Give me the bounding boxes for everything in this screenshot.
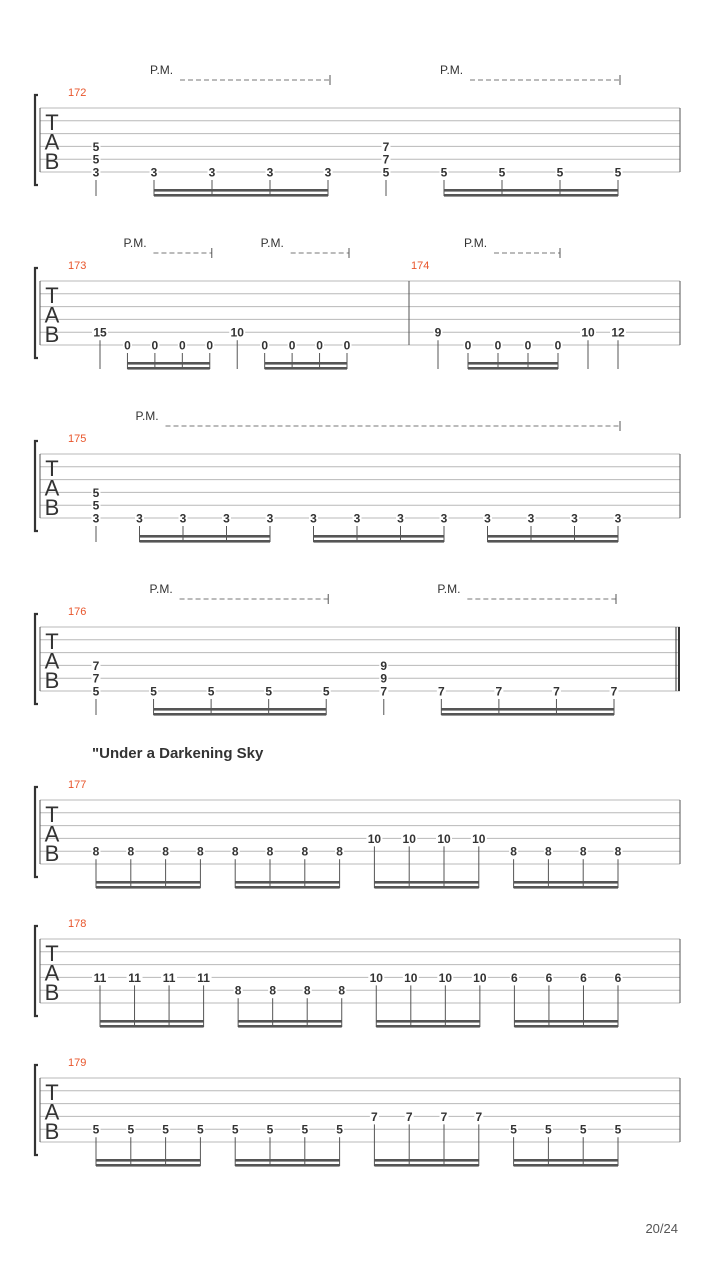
fret-number: 5 bbox=[322, 684, 330, 699]
fret-number: 8 bbox=[336, 844, 343, 859]
beam bbox=[154, 713, 327, 716]
fret-number: 7 bbox=[440, 1109, 448, 1124]
beam-secondary bbox=[154, 189, 328, 192]
fret-number: 0 bbox=[554, 338, 562, 353]
fret-number: 7 bbox=[382, 139, 390, 154]
fret-number: 3 bbox=[92, 511, 100, 526]
tab-clef-letter: A bbox=[44, 648, 60, 674]
fret-number: 3 bbox=[310, 511, 317, 526]
beam bbox=[314, 540, 445, 543]
fret-number: 5 bbox=[92, 684, 100, 699]
beam-secondary bbox=[96, 1159, 200, 1162]
fret-number: 8 bbox=[197, 844, 204, 859]
fret-number: 3 bbox=[150, 165, 158, 180]
fret-number: 8 bbox=[338, 983, 346, 998]
fret-number: 7 bbox=[382, 152, 390, 167]
fret-number: 8 bbox=[545, 844, 552, 859]
beam bbox=[100, 1025, 204, 1028]
fret-number: 5 bbox=[614, 1122, 622, 1137]
fret-number: 7 bbox=[92, 658, 100, 673]
beam bbox=[514, 886, 618, 889]
fret-number: 0 bbox=[261, 338, 269, 353]
fret-number: 5 bbox=[545, 1122, 552, 1137]
tab-system bbox=[35, 582, 680, 716]
system-bracket bbox=[35, 268, 38, 358]
fret-number: 0 bbox=[124, 338, 131, 353]
tab-clef-letter: T bbox=[45, 110, 59, 135]
beam-secondary bbox=[127, 362, 209, 365]
fret-number: 8 bbox=[301, 844, 309, 859]
beam bbox=[376, 1025, 480, 1028]
beam bbox=[514, 1164, 618, 1167]
fret-number: 10 bbox=[472, 831, 486, 846]
beam-secondary bbox=[96, 881, 200, 884]
fret-number: 5 bbox=[150, 684, 157, 699]
beam bbox=[96, 1164, 200, 1167]
fret-number: 12 bbox=[611, 325, 625, 340]
fret-number: 0 bbox=[316, 338, 323, 353]
fret-number: 3 bbox=[208, 165, 216, 180]
fret-number: 3 bbox=[223, 511, 230, 526]
fret-number: 5 bbox=[265, 684, 273, 699]
measure-number: 172 bbox=[68, 87, 87, 99]
fret-number: 10 bbox=[581, 325, 595, 340]
tab-system bbox=[35, 779, 680, 889]
tab-system bbox=[35, 1057, 680, 1167]
fret-number: 5 bbox=[382, 165, 390, 180]
tab-clef-letter: B bbox=[44, 841, 60, 866]
palm-mute-label: P.M. bbox=[149, 582, 173, 596]
fret-number: 5 bbox=[162, 1122, 169, 1137]
tab-system bbox=[35, 63, 680, 197]
system-bracket bbox=[35, 441, 38, 531]
beam-secondary bbox=[374, 1159, 478, 1162]
beam bbox=[265, 367, 347, 370]
tab-clef-letter: T bbox=[45, 629, 59, 654]
tab-clef-letter: A bbox=[44, 302, 60, 328]
beam bbox=[444, 194, 618, 197]
fret-number: 3 bbox=[266, 511, 274, 526]
fret-number: 7 bbox=[610, 684, 618, 699]
system-bracket bbox=[35, 1065, 38, 1155]
fret-number: 7 bbox=[495, 684, 503, 699]
beam bbox=[468, 367, 558, 370]
tab-system bbox=[35, 236, 680, 370]
fret-number: 3 bbox=[266, 165, 274, 180]
beam bbox=[488, 540, 619, 543]
tab-system bbox=[35, 409, 680, 543]
beam-secondary bbox=[374, 881, 478, 884]
fret-number: 3 bbox=[440, 511, 448, 526]
measure-number: 173 bbox=[68, 260, 87, 272]
fret-number: 9 bbox=[380, 671, 388, 686]
palm-mute-label: P.M. bbox=[260, 236, 284, 250]
fret-number: 0 bbox=[178, 338, 186, 353]
fret-number: 5 bbox=[92, 485, 100, 500]
fret-number: 3 bbox=[136, 511, 143, 526]
fret-number: 5 bbox=[92, 152, 100, 167]
palm-mute-label: P.M. bbox=[464, 236, 488, 250]
fret-number: 10 bbox=[369, 970, 383, 985]
fret-number: 3 bbox=[397, 511, 404, 526]
fret-number: 5 bbox=[440, 165, 448, 180]
fret-number: 6 bbox=[580, 970, 587, 985]
fret-number: 0 bbox=[494, 338, 502, 353]
fret-number: 8 bbox=[510, 844, 517, 859]
fret-number: 8 bbox=[269, 983, 277, 998]
fret-number: 11 bbox=[93, 970, 107, 985]
measure-number: 177 bbox=[68, 779, 87, 791]
beam-secondary bbox=[140, 535, 271, 538]
fret-number: 7 bbox=[371, 1109, 378, 1124]
fret-number: 8 bbox=[127, 844, 135, 859]
fret-number: 5 bbox=[92, 139, 100, 154]
fret-number: 0 bbox=[464, 338, 472, 353]
fret-number: 8 bbox=[92, 844, 100, 859]
section-title: "Under a Darkening Sky bbox=[92, 745, 264, 762]
fret-number: 7 bbox=[405, 1109, 413, 1124]
tab-clef-letter: T bbox=[45, 456, 59, 481]
measure-number: 175 bbox=[68, 433, 87, 445]
tab-clef-letter: T bbox=[45, 283, 59, 308]
palm-mute-label: P.M. bbox=[135, 409, 159, 423]
fret-number: 10 bbox=[404, 970, 418, 985]
beam-secondary bbox=[238, 1020, 342, 1023]
fret-number: 5 bbox=[498, 165, 506, 180]
beam bbox=[374, 1164, 478, 1167]
fret-number: 6 bbox=[545, 970, 553, 985]
tab-clef-letter: A bbox=[44, 960, 60, 986]
fret-number: 3 bbox=[484, 511, 491, 526]
tab-clef-letter: A bbox=[44, 1099, 60, 1125]
fret-number: 10 bbox=[437, 831, 451, 846]
tab-clef-letter: B bbox=[44, 149, 60, 174]
fret-number: 3 bbox=[353, 511, 361, 526]
fret-number: 9 bbox=[380, 658, 388, 673]
fret-number: 10 bbox=[230, 325, 244, 340]
beam-secondary bbox=[235, 881, 339, 884]
fret-number: 5 bbox=[301, 1122, 309, 1137]
fret-number: 11 bbox=[162, 970, 176, 985]
beam bbox=[96, 886, 200, 889]
fret-number: 0 bbox=[524, 338, 532, 353]
beam bbox=[154, 194, 328, 197]
beam-secondary bbox=[444, 189, 618, 192]
beam-secondary bbox=[314, 535, 445, 538]
system-bracket bbox=[35, 95, 38, 185]
fret-number: 8 bbox=[614, 844, 622, 859]
fret-number: 3 bbox=[614, 511, 622, 526]
fret-number: 7 bbox=[553, 684, 560, 699]
fret-number: 8 bbox=[266, 844, 274, 859]
fret-number: 7 bbox=[92, 671, 100, 686]
tab-clef-letter: T bbox=[45, 941, 59, 966]
measure-number: 179 bbox=[68, 1057, 87, 1069]
fret-number: 11 bbox=[197, 970, 210, 985]
fret-number: 5 bbox=[266, 1122, 274, 1137]
tab-clef-letter: A bbox=[44, 129, 60, 155]
beam-secondary bbox=[441, 708, 614, 711]
page-number: 20/24 bbox=[645, 1221, 678, 1236]
beam bbox=[235, 886, 339, 889]
fret-number: 5 bbox=[614, 165, 622, 180]
tab-clef-letter: B bbox=[44, 1119, 60, 1144]
tab-clef-letter: B bbox=[44, 495, 60, 520]
fret-number: 5 bbox=[127, 1122, 135, 1137]
fret-number: 7 bbox=[380, 684, 388, 699]
fret-number: 8 bbox=[303, 983, 311, 998]
beam bbox=[238, 1025, 342, 1028]
beam bbox=[374, 886, 478, 889]
fret-number: 0 bbox=[343, 338, 351, 353]
fret-number: 11 bbox=[128, 970, 141, 985]
fret-number: 0 bbox=[206, 338, 214, 353]
beam bbox=[140, 540, 271, 543]
palm-mute-label: P.M. bbox=[437, 582, 461, 596]
fret-number: 3 bbox=[179, 511, 187, 526]
tab-clef-letter: A bbox=[44, 475, 60, 501]
fret-number: 15 bbox=[93, 325, 107, 340]
fret-number: 3 bbox=[92, 165, 100, 180]
beam-secondary bbox=[514, 1159, 618, 1162]
system-bracket bbox=[35, 787, 38, 877]
fret-number: 8 bbox=[162, 844, 169, 859]
fret-number: 5 bbox=[207, 684, 215, 699]
beam-secondary bbox=[265, 362, 347, 365]
tab-clef-letter: A bbox=[44, 821, 60, 847]
fret-number: 10 bbox=[473, 970, 487, 985]
fret-number: 5 bbox=[92, 498, 100, 513]
beam-secondary bbox=[154, 708, 327, 711]
beam-secondary bbox=[514, 881, 618, 884]
beam bbox=[441, 713, 614, 716]
system-bracket bbox=[35, 614, 38, 704]
fret-number: 0 bbox=[151, 338, 159, 353]
beam-secondary bbox=[376, 1020, 480, 1023]
measure-number: 174 bbox=[411, 260, 430, 272]
beam bbox=[514, 1025, 618, 1028]
system-bracket bbox=[35, 926, 38, 1016]
tab-clef-letter: B bbox=[44, 668, 60, 693]
fret-number: 5 bbox=[197, 1122, 204, 1137]
palm-mute-label: P.M. bbox=[150, 63, 174, 77]
tab-system bbox=[35, 918, 680, 1028]
palm-mute-label: P.M. bbox=[123, 236, 147, 250]
measure-number: 178 bbox=[68, 918, 87, 930]
measure-number: 176 bbox=[68, 606, 87, 618]
tab-clef-letter: T bbox=[45, 1080, 59, 1105]
fret-number: 5 bbox=[556, 165, 564, 180]
fret-number: 9 bbox=[434, 325, 442, 340]
fret-number: 8 bbox=[579, 844, 587, 859]
tab-clef-letter: B bbox=[44, 322, 60, 347]
fret-number: 3 bbox=[324, 165, 332, 180]
beam-secondary bbox=[468, 362, 558, 365]
beam-secondary bbox=[514, 1020, 618, 1023]
beam bbox=[127, 367, 209, 370]
fret-number: 5 bbox=[336, 1122, 343, 1137]
beam-secondary bbox=[100, 1020, 204, 1023]
beam bbox=[235, 1164, 339, 1167]
fret-number: 10 bbox=[402, 831, 416, 846]
fret-number: 8 bbox=[234, 983, 242, 998]
tab-clef-letter: B bbox=[44, 980, 60, 1005]
fret-number: 5 bbox=[231, 1122, 239, 1137]
fret-number: 6 bbox=[511, 970, 518, 985]
fret-number: 0 bbox=[288, 338, 296, 353]
beam-secondary bbox=[235, 1159, 339, 1162]
palm-mute-label: P.M. bbox=[440, 63, 464, 77]
fret-number: 3 bbox=[571, 511, 578, 526]
tab-clef-letter: T bbox=[45, 802, 59, 827]
fret-number: 5 bbox=[510, 1122, 517, 1137]
beam-secondary bbox=[488, 535, 619, 538]
fret-number: 7 bbox=[475, 1109, 483, 1124]
fret-number: 5 bbox=[579, 1122, 587, 1137]
fret-number: 10 bbox=[367, 831, 382, 846]
fret-number: 8 bbox=[231, 844, 239, 859]
fret-number: 3 bbox=[527, 511, 535, 526]
fret-number: 7 bbox=[437, 684, 445, 699]
fret-number: 10 bbox=[438, 970, 453, 985]
fret-number: 5 bbox=[92, 1122, 100, 1137]
fret-number: 6 bbox=[614, 970, 622, 985]
